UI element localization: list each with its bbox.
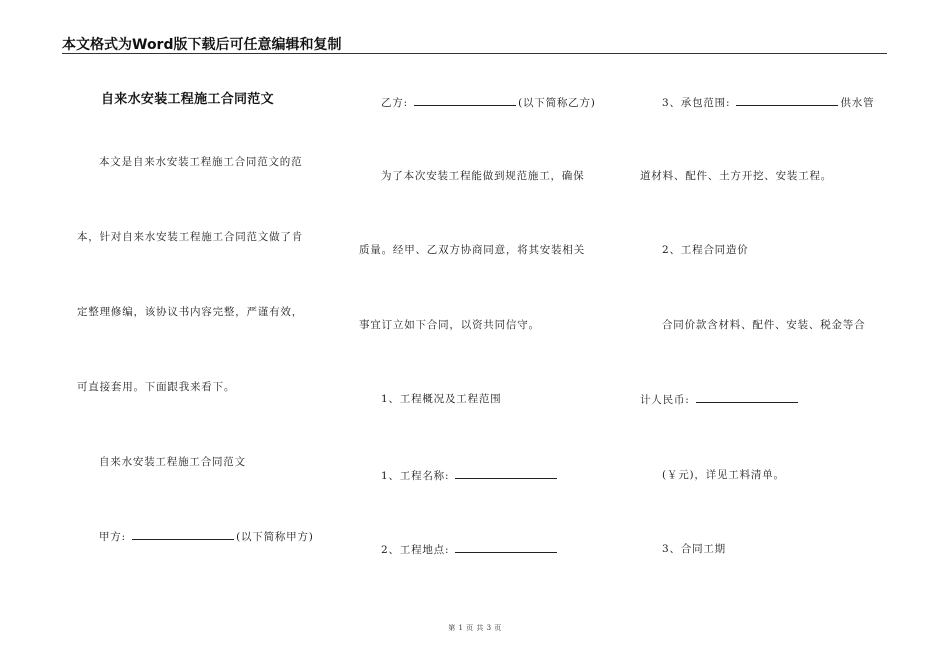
purpose-line-1: 为了本次安装工程能做到规范施工，确保	[381, 170, 585, 182]
price-line-3: (￥元)，详见工料清单。	[662, 469, 785, 481]
price-amount-label: 计人民币:	[640, 394, 690, 406]
project-location-label: 2、工程地点:	[381, 544, 450, 556]
party-b-label: 乙方:	[381, 97, 408, 109]
project-location-blank[interactable]	[455, 542, 557, 553]
project-name-line	[381, 468, 559, 483]
party-a-blank[interactable]	[132, 529, 234, 540]
contract-subtitle: 自来水安装工程施工合同范文	[99, 456, 246, 468]
purpose-line-2: 质量。经甲、乙双方协商同意，将其安装相关	[359, 244, 585, 256]
section-1-heading: 1、工程概况及工程范围	[381, 393, 502, 405]
column-1	[77, 0, 339, 672]
column-2	[359, 0, 621, 672]
price-amount-blank[interactable]	[696, 392, 798, 403]
party-a-line	[99, 529, 314, 544]
scope-continuation: 道材料、配件、土方开挖、安装工程。	[640, 170, 833, 182]
document-header-title: 本文格式为Word版下载后可任意编辑和复制	[62, 37, 342, 53]
party-b-blank[interactable]	[414, 95, 516, 106]
scope-line	[662, 95, 874, 110]
project-name-label: 1、工程名称:	[381, 470, 450, 482]
party-a-note: (以下简称甲方)	[236, 531, 314, 543]
scope-blank[interactable]	[736, 95, 838, 106]
section-3-heading: 3、合同工期	[662, 543, 726, 555]
price-line-1: 合同价款含材料、配件、安装、税金等合	[662, 319, 866, 331]
section-2-heading: 2、工程合同造价	[662, 244, 749, 256]
purpose-line-3: 事宜订立如下合同，以资共同信守。	[359, 319, 540, 331]
intro-line-2: 本，针对自来水安装工程施工合同范文做了肯	[77, 231, 303, 243]
project-location-line	[381, 542, 559, 557]
intro-line-1: 本文是自来水安装工程施工合同范文的范	[99, 156, 303, 168]
column-3	[640, 0, 902, 672]
scope-label: 3、承包范围:	[662, 97, 731, 109]
document-title: 自来水安装工程施工合同范文	[101, 92, 274, 107]
price-line-2	[640, 392, 800, 407]
intro-line-4: 可直接套用。下面跟我来看下。	[77, 381, 236, 393]
scope-suffix: 供水管	[840, 97, 875, 109]
party-b-note: (以下简称乙方)	[518, 97, 596, 109]
intro-line-3: 定整理修编，该协议书内容完整，严谨有效，	[77, 306, 303, 318]
party-a-label: 甲方:	[99, 531, 126, 543]
project-name-blank[interactable]	[455, 468, 557, 479]
party-b-line	[381, 95, 596, 110]
page-footer: 第 1 页 共 3 页	[448, 624, 502, 632]
